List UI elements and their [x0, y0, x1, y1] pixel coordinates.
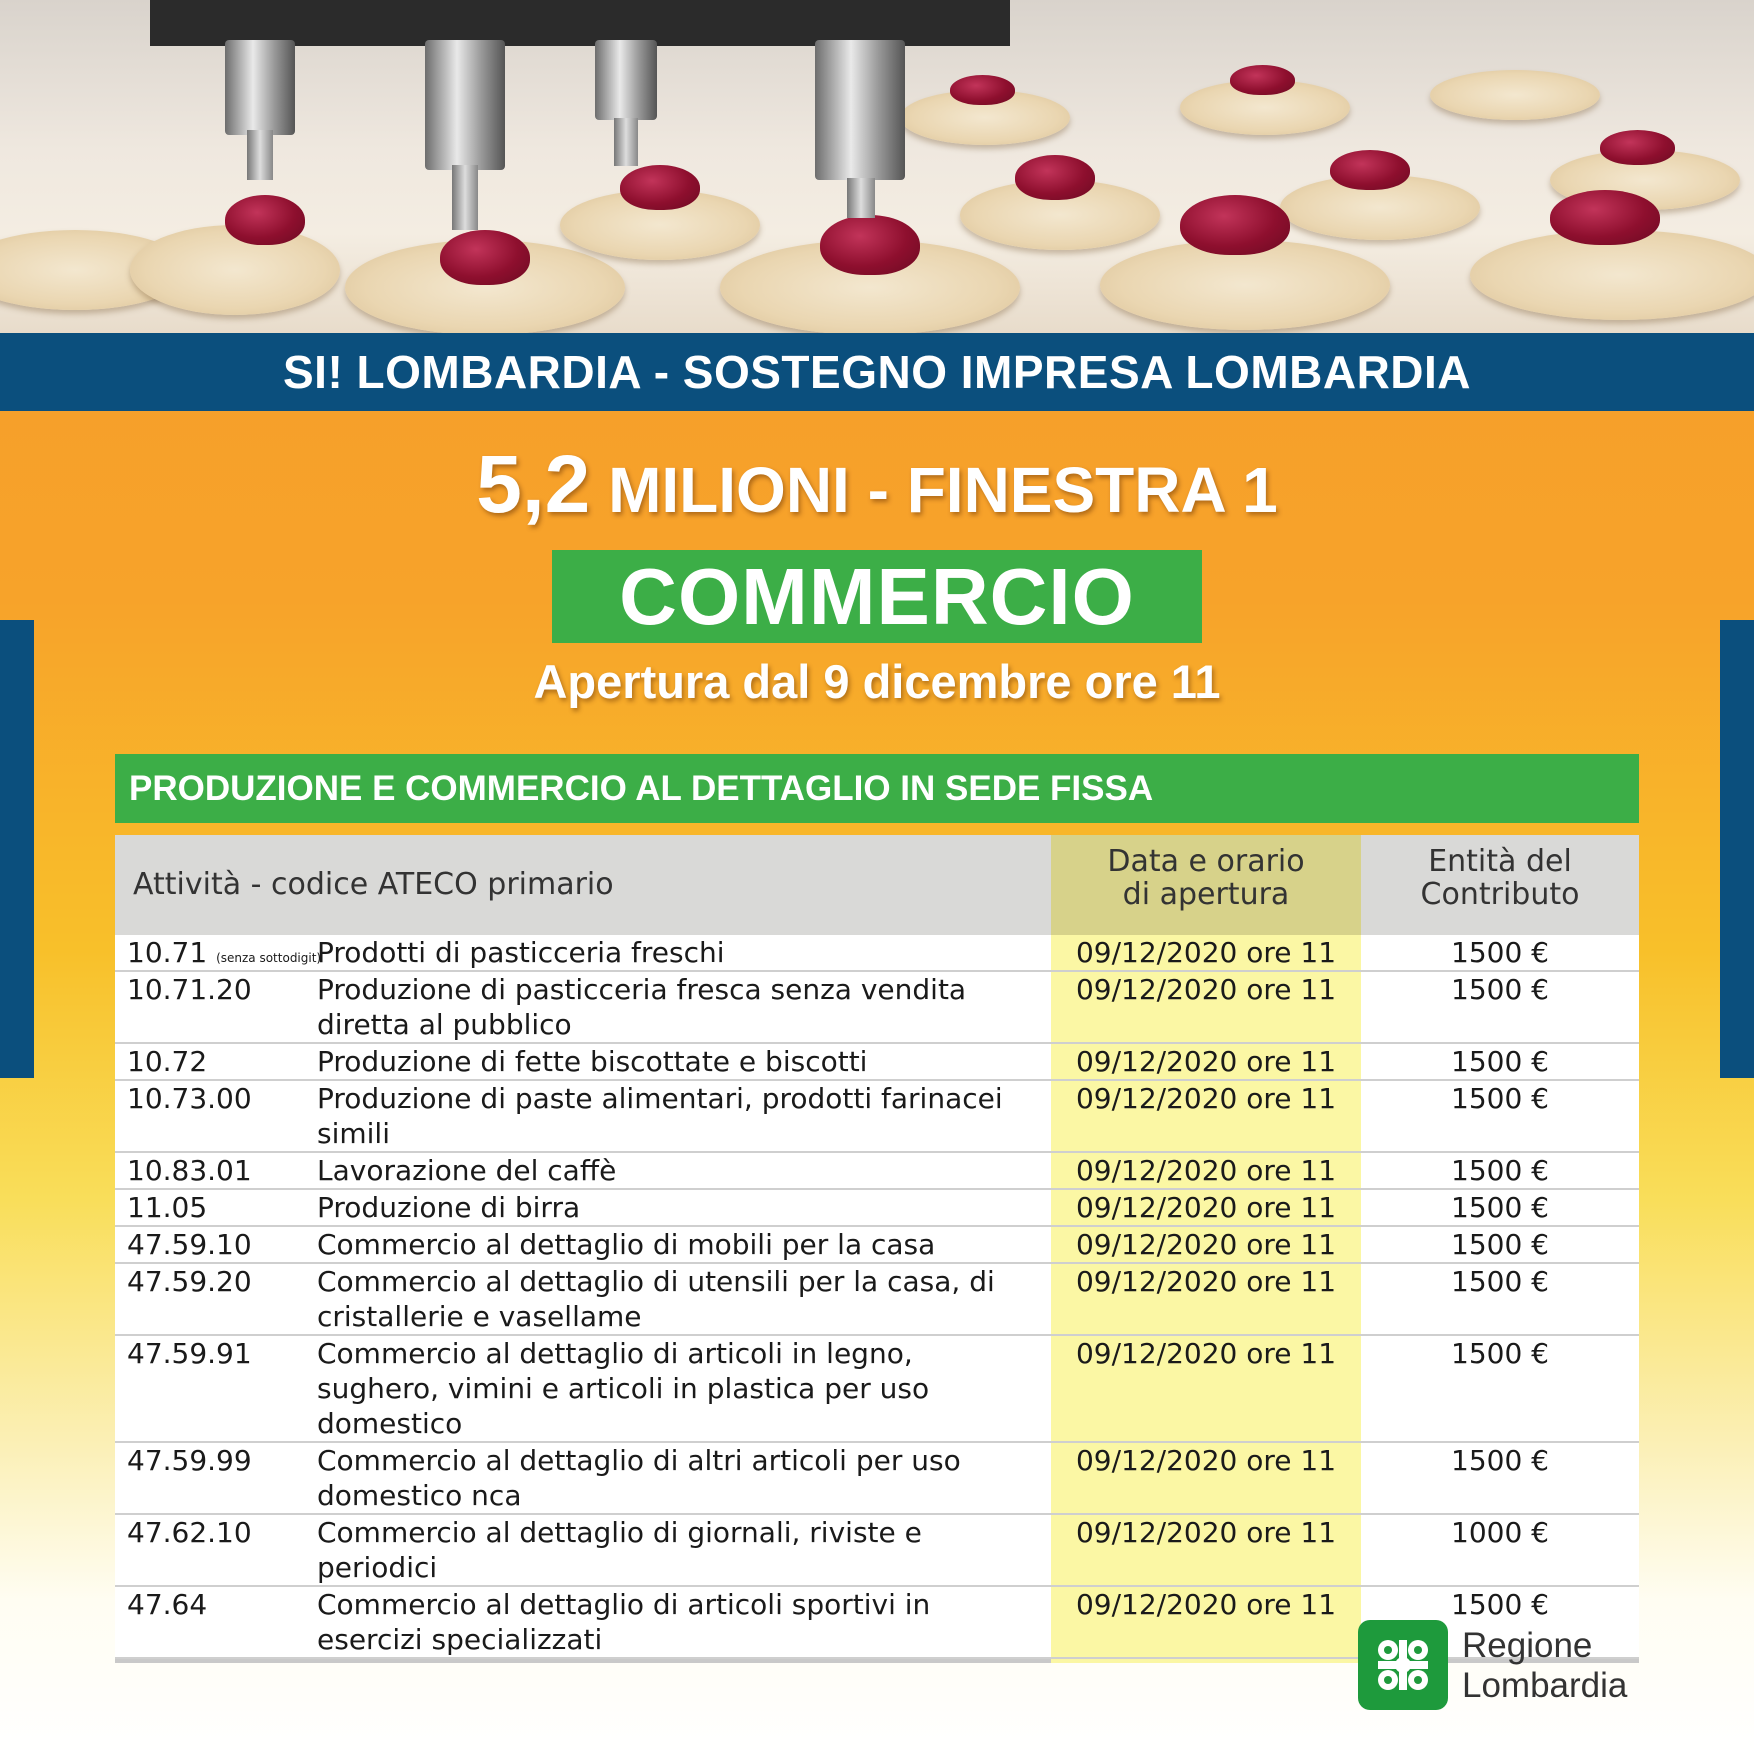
ateco-table [115, 835, 1639, 1656]
opening-datetime: 09/12/2020 ore 11 [1075, 1444, 1337, 1477]
ateco-code-value: 10.83.01 [127, 1154, 252, 1187]
ateco-code [127, 1153, 252, 1188]
ateco-code [127, 1336, 252, 1371]
headline [0, 438, 1754, 532]
jam [950, 75, 1015, 105]
sector-label: COMMERCIO [619, 551, 1135, 641]
opening-datetime: 09/12/2020 ore 11 [1075, 1154, 1337, 1187]
ateco-code [127, 1587, 207, 1622]
activity-description: Commercio al dettaglio di articoli in legno, sughero, vimini e articoli in plastica per uso domestico [317, 1337, 930, 1440]
activity-description: Commercio al dettaglio di articoli sportivi in esercizi specializzati [317, 1588, 931, 1656]
opening-datetime: 09/12/2020 ore 11 [1075, 1588, 1337, 1621]
program-title: SI! LOMBARDIA - SOSTEGNO IMPRESA LOMBARDIA [282, 346, 1472, 398]
lombardy-rose-icon [1358, 1620, 1448, 1710]
contribution-amount: 1500 € [1451, 1444, 1549, 1477]
lombardy-rose-icon-svg [1358, 1620, 1448, 1710]
contribution-amount: 1500 € [1451, 936, 1549, 969]
jam [820, 215, 920, 275]
ateco-code [127, 1443, 252, 1478]
jam [1015, 155, 1095, 200]
contribution-amount: 1500 € [1451, 1082, 1549, 1115]
opening-datetime: 09/12/2020 ore 11 [1075, 1337, 1337, 1370]
jam [1230, 65, 1295, 95]
table-row [115, 1153, 1639, 1190]
opening-datetime: 09/12/2020 ore 11 [1075, 1516, 1337, 1549]
jam [1330, 150, 1410, 190]
activity-description: Produzione di pasticceria fresca senza vendita diretta al pubblico [317, 973, 967, 1041]
activity-description: Prodotti di pasticceria freschi [317, 936, 725, 969]
contribution-amount: 1500 € [1451, 1265, 1549, 1298]
table-row [115, 1227, 1639, 1264]
activity-description: Commercio al dettaglio di utensili per la casa, di cristallerie e vasellame [317, 1265, 995, 1333]
ateco-code-value: 47.59.20 [127, 1265, 252, 1298]
ateco-code-value: 47.59.99 [127, 1444, 252, 1477]
contribution-amount: 1500 € [1451, 1337, 1549, 1370]
header-amount: Entità del Contributo [1420, 844, 1580, 912]
ateco-code-value: 10.73.00 [127, 1082, 252, 1115]
nozzle [225, 40, 295, 135]
jam [225, 195, 305, 245]
activity-description: Produzione di paste alimentari, prodotti farinacei simili [317, 1082, 1003, 1150]
section-title: PRODUZIONE E COMMERCIO AL DETTAGLIO IN SEDE FISSA [129, 768, 1154, 808]
cookie [1430, 70, 1600, 120]
headline-rest: MILIONI - FINESTRA 1 [590, 454, 1278, 526]
ateco-code-value: 10.71 [127, 936, 208, 969]
contribution-amount: 1500 € [1451, 973, 1549, 1006]
ateco-code-value: 10.72 [127, 1045, 208, 1078]
ateco-code-value: 10.71.20 [127, 973, 252, 1006]
ateco-code [127, 935, 321, 976]
contribution-amount: 1500 € [1451, 1045, 1549, 1078]
ateco-code [127, 1190, 207, 1225]
jam [1180, 195, 1290, 255]
ateco-code [127, 1515, 252, 1550]
jam [620, 165, 700, 210]
activity-description: Produzione di birra [317, 1191, 581, 1224]
opening-datetime: 09/12/2020 ore 11 [1075, 1228, 1337, 1261]
program-banner [0, 333, 1754, 411]
headline-amount: 5,2 [476, 439, 591, 530]
sector-badge [552, 550, 1202, 643]
table-row [115, 1264, 1639, 1336]
nozzle [247, 130, 273, 180]
activity-description: Commercio al dettaglio di mobili per la casa [317, 1228, 936, 1261]
activity-description: Commercio al dettaglio di giornali, riviste e periodici [317, 1516, 922, 1584]
table-body [115, 935, 1639, 1663]
contribution-amount: 1500 € [1451, 1191, 1549, 1224]
regione-lombardia-logo [1358, 1620, 1678, 1716]
ateco-code-value: 47.62.10 [127, 1516, 252, 1549]
jam [1550, 190, 1660, 245]
table-row [115, 1515, 1639, 1587]
opening-datetime: 09/12/2020 ore 11 [1075, 936, 1337, 969]
contribution-amount: 1000 € [1451, 1516, 1549, 1549]
opening-date: Apertura dal 9 dicembre ore 11 [533, 655, 1221, 708]
section-heading [115, 754, 1639, 823]
jam [440, 230, 530, 285]
table-row [115, 1044, 1639, 1081]
table-row [115, 972, 1639, 1044]
ateco-code-value: 47.59.10 [127, 1228, 252, 1261]
contribution-amount: 1500 € [1451, 1228, 1549, 1261]
header-activity: Attività - codice ATECO primario [133, 867, 614, 902]
opening-datetime: 09/12/2020 ore 11 [1075, 1191, 1337, 1224]
activity-description: Commercio al dettaglio di altri articoli per uso domestico nca [317, 1444, 961, 1512]
hero-image [0, 0, 1754, 333]
nozzle [614, 118, 638, 166]
ateco-code [127, 1227, 252, 1262]
ateco-code-value: 11.05 [127, 1191, 208, 1224]
contribution-amount: 1500 € [1451, 1154, 1549, 1187]
nozzle [815, 40, 905, 180]
opening-datetime: 09/12/2020 ore 11 [1075, 1045, 1337, 1078]
jam [1600, 130, 1675, 165]
ateco-code [127, 1264, 252, 1299]
table-row [115, 1081, 1639, 1153]
ateco-code-value: 47.64 [127, 1588, 208, 1621]
ateco-code-note: (senza sottodigit) [216, 951, 322, 965]
table-row [115, 1443, 1639, 1515]
ateco-code [127, 972, 252, 1007]
opening-datetime: 09/12/2020 ore 11 [1075, 1265, 1337, 1298]
table-row [115, 1190, 1639, 1227]
nozzle [595, 40, 657, 120]
nozzle [452, 165, 478, 230]
ateco-code [127, 1081, 252, 1116]
ateco-code [127, 1044, 207, 1079]
table-row [115, 935, 1639, 972]
logo-text: Regione Lombardia [1462, 1626, 1628, 1705]
table-header [115, 835, 1639, 935]
table-row [115, 1336, 1639, 1443]
activity-description: Lavorazione del caffè [317, 1154, 617, 1187]
ateco-code-value: 47.59.91 [127, 1337, 252, 1370]
contribution-amount: 1500 € [1451, 1588, 1549, 1621]
opening-datetime: 09/12/2020 ore 11 [1075, 1082, 1337, 1115]
header-date: Data e orario di apertura [1107, 844, 1305, 912]
nozzle [847, 178, 875, 218]
nozzle [425, 40, 505, 170]
activity-description: Produzione di fette biscottate e biscotti [317, 1045, 868, 1078]
opening-datetime: 09/12/2020 ore 11 [1075, 973, 1337, 1006]
